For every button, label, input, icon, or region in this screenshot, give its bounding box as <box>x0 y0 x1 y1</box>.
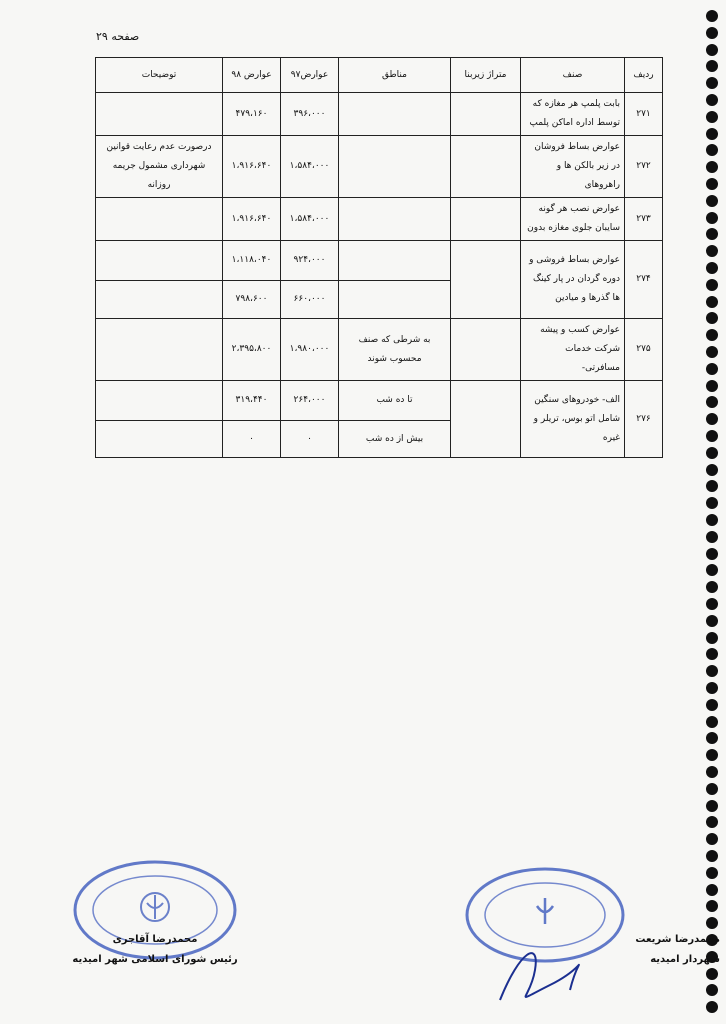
binder-hole <box>706 60 718 72</box>
row-fee98: ۳۱۹،۴۴۰ <box>223 381 281 421</box>
binder-hole <box>706 531 718 543</box>
binder-hole <box>706 212 718 224</box>
fee-table <box>95 57 663 458</box>
binder-hole <box>706 430 718 442</box>
binder-hole <box>706 548 718 560</box>
row-notes <box>96 241 223 281</box>
row-area <box>451 198 521 241</box>
binder-hole <box>706 380 718 392</box>
binder-hole <box>706 598 718 610</box>
binder-hole <box>706 615 718 627</box>
row-number: ۲۷۱ <box>625 93 663 136</box>
binder-hole <box>706 900 718 912</box>
table-row <box>96 198 663 241</box>
row-notes <box>96 319 223 381</box>
table-header-row <box>96 58 663 93</box>
binder-hole <box>706 245 718 257</box>
binder-hole <box>706 279 718 291</box>
row-number: ۲۷۳ <box>625 198 663 241</box>
mayor-signature <box>480 930 600 1010</box>
row-fee98: ۲،۳۹۵،۸۰۰ <box>223 319 281 381</box>
binder-hole <box>706 346 718 358</box>
row-category: عوارض بساط فروشان در زیر بالکن ها و راهروهای <box>521 136 625 198</box>
row-zones: تا ده شب <box>339 381 451 421</box>
binder-hole <box>706 10 718 22</box>
binder-hole <box>706 464 718 476</box>
binder-hole <box>706 178 718 190</box>
row-zones: به شرطی که صنف محسوب شوند <box>339 319 451 381</box>
council-head-name: محمدرضا آقاجری <box>112 934 198 945</box>
binder-hole <box>706 262 718 274</box>
header-category: صنف <box>521 58 625 93</box>
row-number: ۲۷۵ <box>625 319 663 381</box>
binder-hole <box>706 564 718 576</box>
row-fee98: ۱،۹۱۶،۶۴۰ <box>223 198 281 241</box>
row-fee97: ۱،۵۸۴،۰۰۰ <box>281 136 339 198</box>
row-zones <box>339 198 451 241</box>
binder-hole <box>706 682 718 694</box>
row-notes <box>96 93 223 136</box>
binder-hole <box>706 497 718 509</box>
row-fee98: ۱،۹۱۶،۶۴۰ <box>223 136 281 198</box>
row-fee98: ۰ <box>223 421 281 458</box>
header-row-no: ردیف <box>625 58 663 93</box>
row-fee98: ۷۹۸،۶۰۰ <box>223 281 281 319</box>
binder-hole <box>706 1001 718 1013</box>
row-notes <box>96 198 223 241</box>
binder-hole <box>706 195 718 207</box>
row-fee97: ۱،۹۸۰،۰۰۰ <box>281 319 339 381</box>
row-notes <box>96 421 223 458</box>
binder-hole <box>706 363 718 375</box>
binder-hole <box>706 413 718 425</box>
binder-hole <box>706 27 718 39</box>
binder-hole <box>706 296 718 308</box>
header-fee98: عوارض ۹۸ <box>223 58 281 93</box>
binder-hole <box>706 850 718 862</box>
binder-hole <box>706 884 718 896</box>
row-area <box>451 319 521 381</box>
row-fee97: ۱،۵۸۴،۰۰۰ <box>281 198 339 241</box>
table-row <box>96 241 663 281</box>
council-signature-block <box>60 930 250 970</box>
row-area <box>451 136 521 198</box>
binder-hole <box>706 144 718 156</box>
table-row <box>96 381 663 421</box>
row-fee97: ۶۶۰،۰۰۰ <box>281 281 339 319</box>
mayor-name: محمدرضا شریعت <box>635 934 720 945</box>
header-fee97: عوارض۹۷ <box>281 58 339 93</box>
binder-hole <box>706 665 718 677</box>
binder-hole <box>706 749 718 761</box>
table-row <box>96 93 663 136</box>
binder-hole <box>706 228 718 240</box>
binder-hole <box>706 161 718 173</box>
row-area <box>451 241 521 319</box>
binder-holes <box>706 10 720 1020</box>
row-notes: درصورت عدم رعایت قوانین شهرداری مشمول جریمه روزانه <box>96 136 223 198</box>
binder-hole <box>706 396 718 408</box>
binder-hole <box>706 699 718 711</box>
row-fee98: ۴۷۹،۱۶۰ <box>223 93 281 136</box>
row-category: الف- خودروهای سنگین شامل اتو بوس، تریلر و غیره <box>521 381 625 458</box>
row-fee97: ۳۹۶،۰۰۰ <box>281 93 339 136</box>
council-head-title: رئیس شورای اسلامی شهر امیدیه <box>72 954 238 965</box>
row-fee98: ۱،۱۱۸،۰۴۰ <box>223 241 281 281</box>
binder-hole <box>706 632 718 644</box>
binder-hole <box>706 312 718 324</box>
row-area <box>451 93 521 136</box>
mayor-signature-block <box>630 930 720 970</box>
binder-hole <box>706 800 718 812</box>
page-number: صفحه ۲۹ <box>96 30 140 43</box>
binder-hole <box>706 917 718 929</box>
binder-hole <box>706 94 718 106</box>
binder-hole <box>706 816 718 828</box>
row-category: عوارض کسب و پیشه شرکت خدمات مسافرتی- <box>521 319 625 381</box>
binder-hole <box>706 648 718 660</box>
row-zones <box>339 93 451 136</box>
binder-hole <box>706 514 718 526</box>
table-row <box>96 319 663 381</box>
row-number: ۲۷۲ <box>625 136 663 198</box>
binder-hole <box>706 480 718 492</box>
row-category: عوارض بساط فروشی و دوره گردان در پار کینگ ها گذرها و میادین <box>521 241 625 319</box>
row-fee97: ۰ <box>281 421 339 458</box>
binder-hole <box>706 766 718 778</box>
row-zones <box>339 241 451 281</box>
binder-hole <box>706 44 718 56</box>
binder-hole <box>706 111 718 123</box>
header-zones: مناطق <box>339 58 451 93</box>
binder-hole <box>706 447 718 459</box>
header-area: متراژ زیربنا <box>451 58 521 93</box>
binder-hole <box>706 984 718 996</box>
binder-hole <box>706 329 718 341</box>
binder-hole <box>706 783 718 795</box>
row-number: ۲۷۶ <box>625 381 663 458</box>
binder-hole <box>706 128 718 140</box>
header-notes: توضیحات <box>96 58 223 93</box>
row-zones <box>339 281 451 319</box>
row-category: بابت پلمپ هر مغازه که توسط اداره اماکن پلمپ <box>521 93 625 136</box>
binder-hole <box>706 77 718 89</box>
binder-hole <box>706 867 718 879</box>
binder-hole <box>706 833 718 845</box>
row-category: عوارض نصب هر گونه سایبان جلوی مغازه بدون <box>521 198 625 241</box>
row-area <box>451 381 521 458</box>
row-notes <box>96 281 223 319</box>
row-notes <box>96 381 223 421</box>
mayor-title: شهردار امیدیه <box>650 954 720 965</box>
row-zones <box>339 136 451 198</box>
binder-hole <box>706 716 718 728</box>
row-fee97: ۲۶۴،۰۰۰ <box>281 381 339 421</box>
binder-hole <box>706 732 718 744</box>
row-zones: بیش از ده شب <box>339 421 451 458</box>
row-fee97: ۹۲۴،۰۰۰ <box>281 241 339 281</box>
row-number: ۲۷۴ <box>625 241 663 319</box>
table-row <box>96 136 663 198</box>
binder-hole <box>706 581 718 593</box>
